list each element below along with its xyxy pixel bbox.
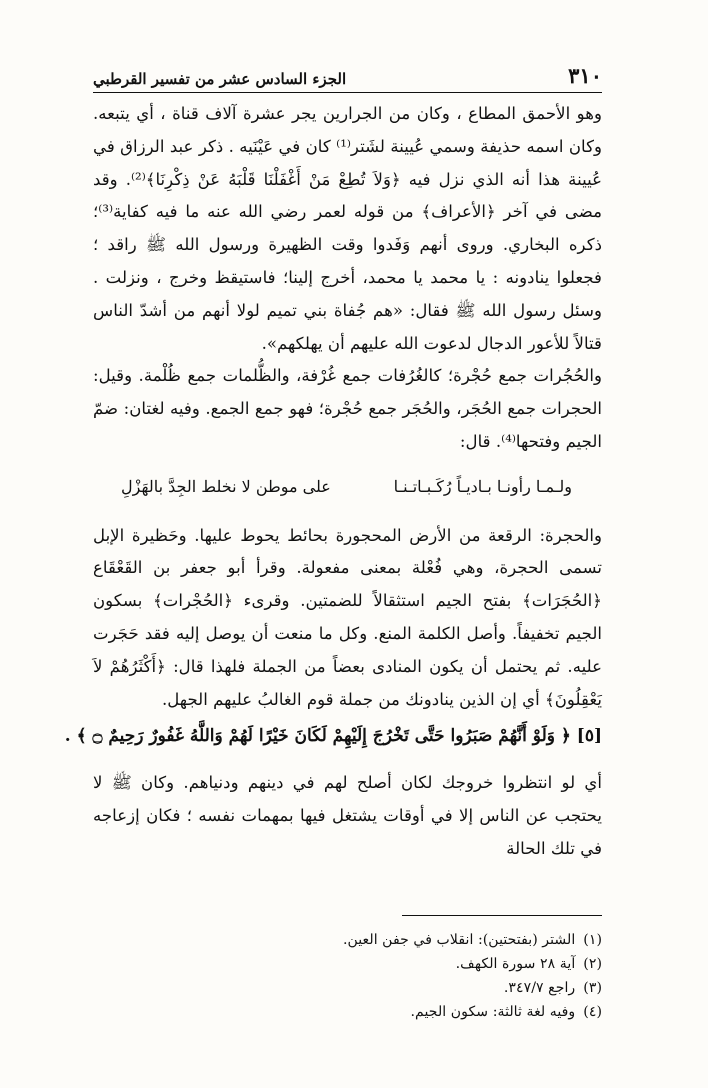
footnote-text: آية ٢٨ سورة الكهف. xyxy=(455,956,576,972)
footnote xyxy=(93,1000,602,1024)
footnote-number: (٣) xyxy=(583,980,602,996)
running-title: الجزء السادس عشر من تفسير القرطبي xyxy=(93,70,347,88)
paragraph-1: وهو الأحمق المطاع ، وكان من الجرارين يجر عشرة آلاف قناة ، أي يتبعه. وكان اسمه حذيفة وسمي عُيينة لشَتر⁽¹⁾ كان في عَيْنَيه . ذكر عبد الرزاق في عُيينة هذا أنه الذي نزل فيه ﴿وَلاَ تُطِعْ مَنْ أَغْفَلْنَا قَلْبَهُ عَنْ ذِكْرِنَا﴾⁽²⁾. وقد مضى في آخر ﴿الأعراف﴾ من قوله لعمر رضي الله عنه ما فيه كفاية⁽³⁾؛ ذكره البخاري. وروى أنهم وَفَدوا وقت الظهيرة ورسول الله ﷺ راقد ؛ فجعلوا ينادونه : يا محمد يا محمد، أخرج إلينا؛ فاستيقظ وخرج ، ونزلت . وسئل رسول الله ﷺ فقال: «هم جُفاة بني تميم لولا أنهم من أشدّ الناس قتالاً للأعور الدجال لدعوت الله عليهم أن يهلكهم». xyxy=(93,104,603,353)
poetry-verse xyxy=(121,471,572,504)
ayah-number: [٥] xyxy=(576,726,602,747)
footnote-number: (٤) xyxy=(583,1004,602,1020)
footnote-divider xyxy=(402,915,602,916)
footnote xyxy=(93,952,602,976)
paragraph-3: والحجرة: الرقعة من الأرض المحجورة بحائط يحوط عليها. وحَظيرة الإبل تسمى الحجرة، وهي فُعْلة بمعنى مفعولة. وقرأ أبو جعفر بن القَعْقَاع ﴿الحُجَرَات﴾ بفتح الجيم استثقالاً للضمتين. وقرىء ﴿الحُجْرات﴾ بسكون الجيم تخفيفاً. وأصل الكلمة المنع. وكل ما منعت أن يوصل إليه فقد حَجَرت عليه. ثم يحتمل أن يكون المنادى بعضاً من الجملة فلهذا قال: ﴿أَكْثَرُهُمْ لاَ يَعْقِلُونَ﴾ أي إن الذين ينادونك من جملة قوم الغالبُ عليهم الجهل. xyxy=(93,525,602,709)
quran-verse xyxy=(64,720,602,753)
footnotes xyxy=(93,928,602,1024)
footnote xyxy=(93,928,602,952)
page-number: ٣١٠ xyxy=(568,63,602,88)
footnote xyxy=(93,976,602,1000)
verse-first-hemistich: ولـمـا رأونـا بـاديـاً رُكَـبـاتـنـا xyxy=(393,476,572,496)
footnote-text: راجع ٣٤٧/٧. xyxy=(503,980,576,996)
footnote-number: (٢) xyxy=(583,956,602,972)
paragraph-4: أي لو انتظروا خروجك لكان أصلح لهم في دينهم ودنياهم. وكان ﷺ لا يحتجب عن الناس إلا في أوقات يشتغل فيها بمهمات نفسه ؛ فكان إزعاجه في تلك الحالة xyxy=(93,773,602,858)
footnote-number: (١) xyxy=(583,932,602,948)
footnote-text: الشتر (بفتحتين): انقلاب في جفن العين. xyxy=(342,932,576,948)
footnote-text: وفيه لغة ثالثة: سكون الجيم. xyxy=(410,1004,576,1020)
verse-second-hemistich: على موطن لا نخلط الجِدَّ بالهَزْلِ xyxy=(121,476,331,496)
ayah-text: ﴿ وَلَوْ أَنَّهُمْ صَبَرُوا حَتَّى تَخْرُجَ إِلَيْهِمْ لَكَانَ خَيْرًا لَهُمْ وَاللَّهُ غَفُورٌ رَحِيمٌ ۝ ﴾ . xyxy=(64,726,571,747)
paragraph-2: والحُجُرات جمع حُجْرة؛ كالغُرُفات جمع غُرْفة، والظُّلمات جمع ظُلْمة. وقيل: الحجرات جمع الحُجَر، والحُجَر جمع حُجْرة؛ فهو جمع الجمع. وفيه لغتان: ضمّ الجيم وفتحها⁽⁴⁾. قال: xyxy=(93,366,602,451)
page-header xyxy=(93,58,602,93)
main-text xyxy=(64,98,603,866)
